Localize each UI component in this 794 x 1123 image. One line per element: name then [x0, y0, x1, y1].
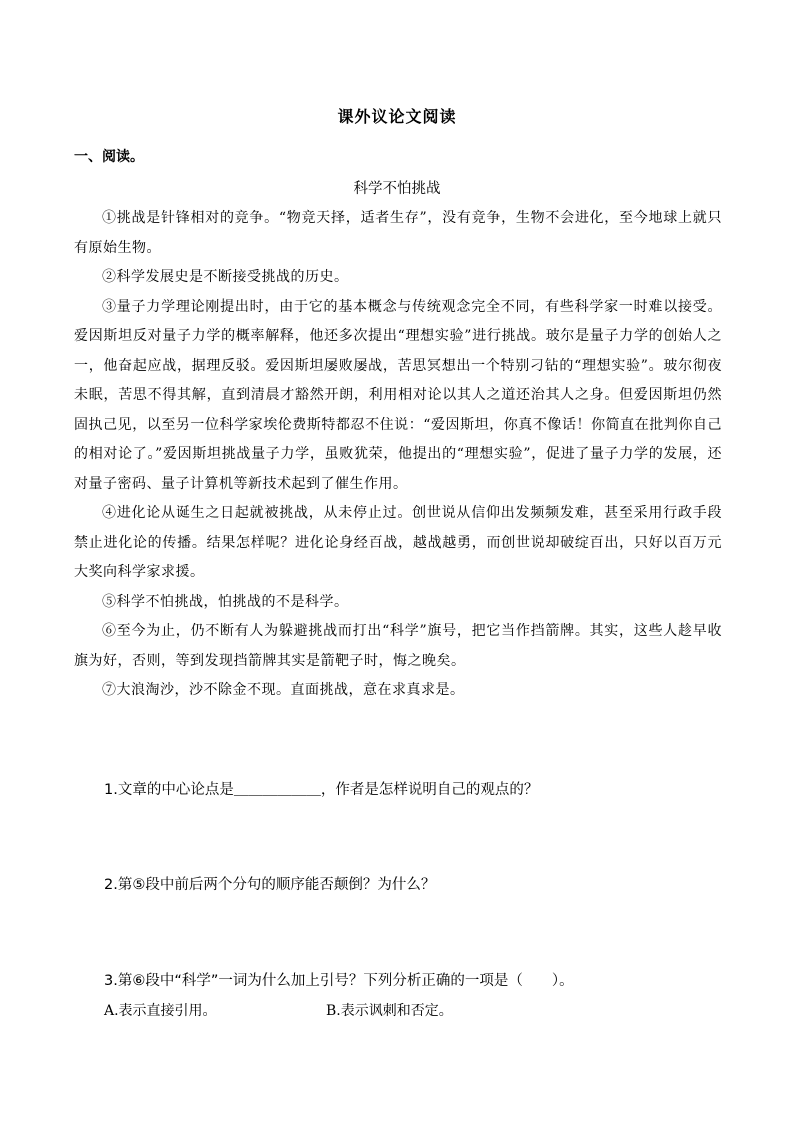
option-b[interactable]: B.表示讽刺和否定。	[326, 1003, 453, 1019]
question-3: 3.第⑥段中“科学”一词为什么加上引号？下列分析正确的一项是（ ）。	[104, 973, 574, 989]
paragraph-1: ①挑战是针锋相对的竞争。“物竞天择，适者生存”，没有竞争，生物不会进化，至今地球上就只有原始生物。	[74, 210, 722, 256]
paragraph-7: ⑦大浪淘沙，沙不除金不现。直面挑战，意在求真求是。	[102, 682, 465, 698]
article-title: 科学不怕挑战	[353, 181, 441, 197]
paragraph-4: ④进化论从诞生之日起就被挑战，从未停止过。创世说从信仰出发频频发难，甚至采用行政手段禁止进化论的传播。结果怎样呢？进化论身经百战，越战越勇，而创世说却破绽百出，只好以百万元大奖向科学家求援。	[74, 505, 722, 580]
document-title: 课外议论文阅读	[337, 107, 457, 126]
option-a[interactable]: A.表示直接引用。	[104, 1003, 217, 1019]
paragraph-3: ③量子力学理论刚提出时，由于它的基本概念与传统观念完全不同，有些科学家一时难以接受。爱因斯坦反对量子力学的概率解释，他还多次提出“理想实验”进行挑战。玻尔是量子力学的创始人之一，他奋起应战，据理反驳。爱因斯坦屡败屡战，苦思冥想出一个特别刁钻的“理想实验”。玻尔彻夜未眠，苦思不得其解，直到清晨才豁然开朗，利用相对论以其人之道还治其人之身。但爱因斯坦仍然固执己见，以至另一位科学家埃伦费斯特都忍不住说：“爱因斯坦，你真不像话！你简直在批判你自己的相对论了。”爱因斯坦挑战量子力学，虽败犹荣，他提出的“理想实验”，促进了量子力学的发展，还对量子密码、量子计算机等新技术起到了催生作用。	[74, 298, 722, 492]
article-body	[74, 204, 722, 706]
paragraph-5: ⑤科学不怕挑战，怕挑战的不是科学。	[102, 593, 349, 610]
question-2: 2.第⑤段中前后两个分句的顺序能否颠倒？为什么？	[104, 877, 436, 893]
paragraph-6: ⑥至今为止，仍不断有人为躲避挑战而打出“科学”旗号，把它当作挡箭牌。其实，这些人趁早收旗为好，否则，等到发现挡箭牌其实是箭靶子时，悔之晚矣。	[74, 623, 722, 669]
question-1: 1.文章的中心论点是＿＿＿＿＿＿，作者是怎样说明自己的观点的？	[104, 782, 539, 798]
paragraph-2: ②科学发展史是不断接受挑战的历史。	[102, 269, 349, 285]
section-heading: 一、阅读。	[74, 149, 144, 165]
